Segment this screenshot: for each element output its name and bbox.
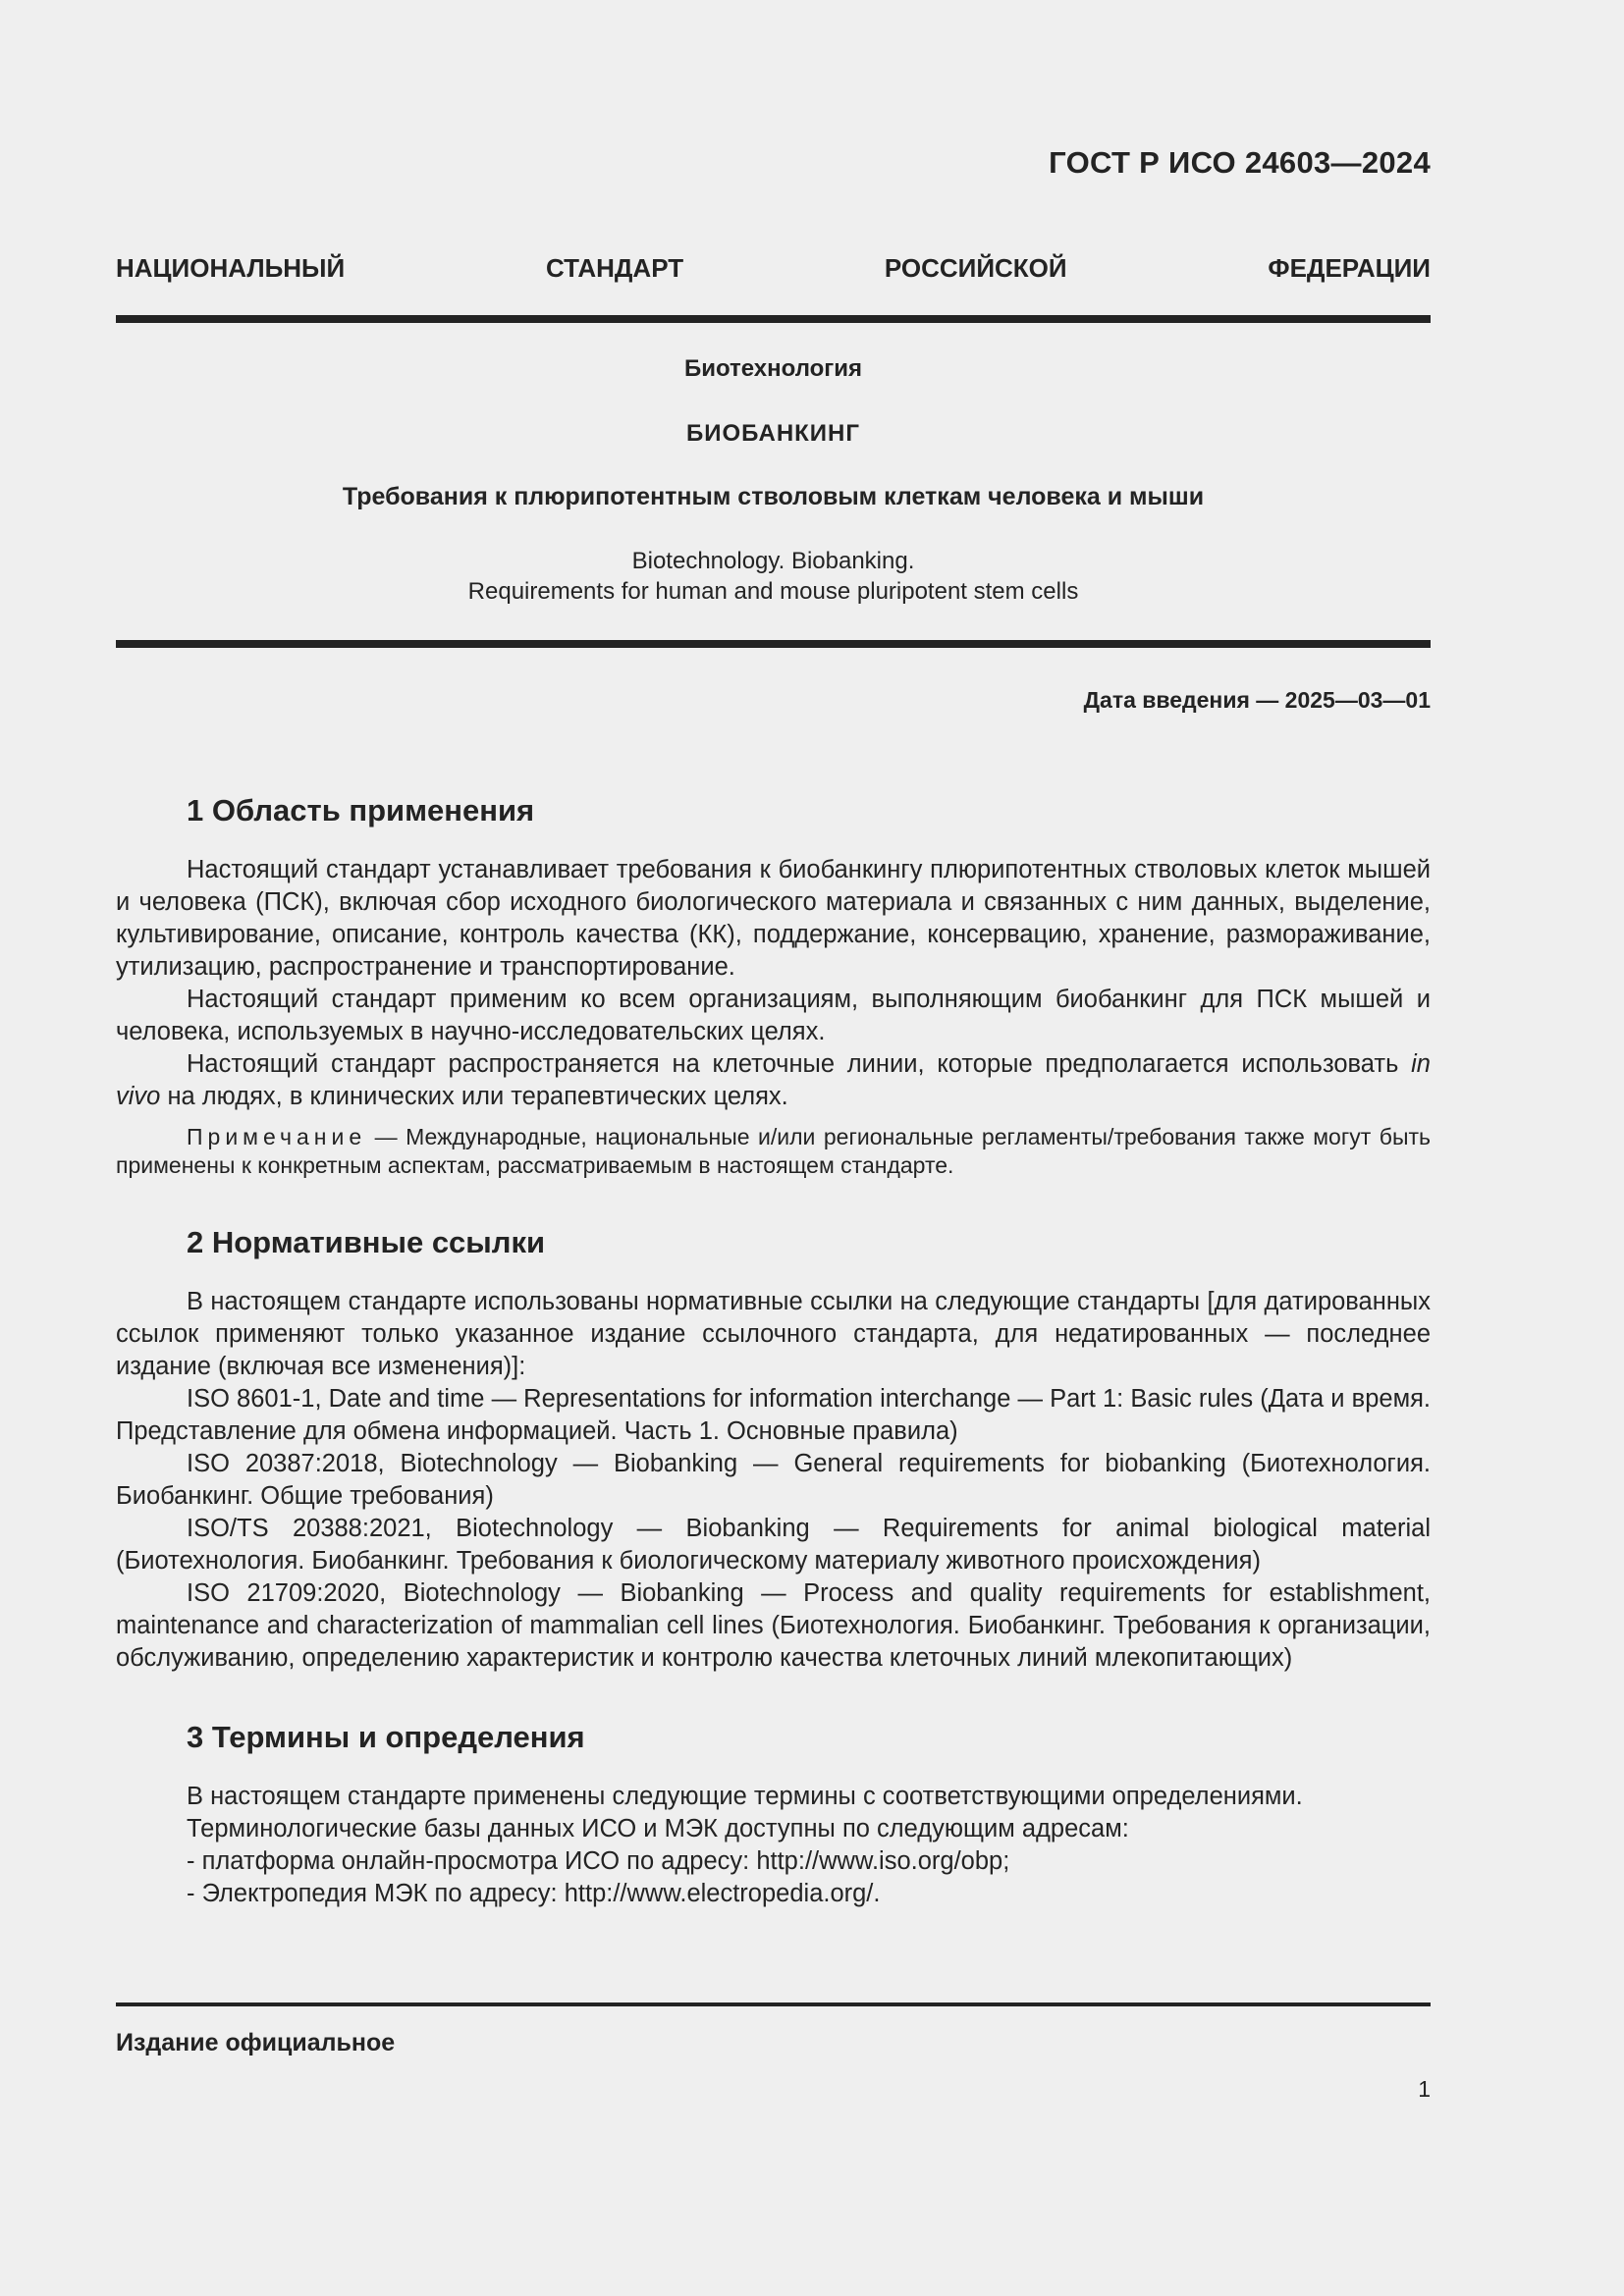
- paragraph: В настоящем стандарте использованы нормативные ссылки на следующие стандарты [для датированных ссылок применяют только указанное издание ссылочного стандарта, для недатированных — последнее издание (включая все изменения)]:: [116, 1288, 1431, 1380]
- text-run: Настоящий стандарт распространяется на клеточные линии, которые предполагается использовать: [187, 1050, 1412, 1078]
- section-heading-references: 2 Нормативные ссылки: [187, 1225, 546, 1259]
- title-subtitle: Требования к плюрипотентным стволовым клеткам человека и мыши: [342, 483, 1205, 510]
- reference-item: ISO/TS 20388:2021, Biotechnology — Biobanking — Requirements for animal biological material (Биотехнология. Биобанкинг. Требования к биологическому материалу животного происхождения): [116, 1515, 1431, 1575]
- list-item: - платформа онлайн-просмотра ИСО по адресу: http://www.iso.org/obp;: [187, 1847, 1010, 1875]
- paragraph: Терминологические базы данных ИСО и МЭК доступны по следующим адресам:: [187, 1815, 1129, 1842]
- official-edition-label: Издание официальное: [116, 2029, 396, 2056]
- section-scope: [116, 791, 1431, 1180]
- top-rule: [116, 315, 1431, 323]
- note-label: Примечание: [187, 1124, 367, 1149]
- title-english: [116, 546, 1431, 607]
- title-bottom-rule: [116, 640, 1431, 648]
- section-terms: [116, 1718, 1431, 1910]
- text-run: на людях, в клинических или терапевтических целях.: [160, 1083, 788, 1110]
- reference-item: ISO 8601-1, Date and time — Representations for information interchange — Part 1: Basic rules (Дата и время. Представление для обмена информацией. Часть 1. Основные правила): [116, 1385, 1431, 1445]
- list-item: - Электропедия МЭК по адресу: http://www.electropedia.org/.: [187, 1880, 881, 1907]
- title-field: Биотехнология: [683, 355, 863, 382]
- section-heading-terms: 3 Термины и определения: [187, 1720, 585, 1754]
- note-text: — Международные, национальные и/или региональные регламенты/требования также могут быть применены к конкретным аспектам, рассматриваемым в настоящем стандарте.: [116, 1124, 1431, 1178]
- italic-term: in vivo: [116, 1050, 1431, 1110]
- reference-item: ISO 20387:2018, Biotechnology — Biobanking — General requirements for biobanking (Биотехнология. Биобанкинг. Общие требования): [116, 1450, 1431, 1510]
- title-main: БИОБАНКИНГ: [685, 420, 860, 447]
- paragraph: Настоящий стандарт устанавливает требования к биобанкингу плюрипотентных стволовых клеток мышей и человека (ПСК), включая сбор исходного биологического материала и связанных с ним данных, выделение, культивирование, описание, контроль качества (КК), поддержание, консервацию, хранение, размораживание, утилизацию, распространение и транспортирование.: [116, 856, 1431, 981]
- national-standard-banner: НАЦИОНАЛЬНЫЙ СТАНДАРТ РОССИЙСКОЙ ФЕДЕРАЦИИ: [116, 253, 1431, 283]
- title-english-line1: Biotechnology. Biobanking.: [631, 548, 915, 574]
- paragraph: Настоящий стандарт применим ко всем организациям, выполняющим биобанкинг для ПСК мышей и человека, используемых в научно-исследовательских целях.: [116, 986, 1431, 1045]
- paragraph: В настоящем стандарте применены следующие термины с соответствующими определениями.: [187, 1783, 1303, 1810]
- document-number: ГОСТ Р ИСО 24603—2024: [1049, 145, 1431, 180]
- page-number: 1: [1418, 2076, 1431, 2102]
- section-heading-scope: 1 Область применения: [187, 793, 535, 828]
- title-english-line2: Requirements for human and mouse pluripotent stem cells: [467, 578, 1079, 605]
- note-paragraph: [116, 1123, 1431, 1180]
- footer-rule: [116, 2002, 1431, 2006]
- paragraph: [116, 1048, 1431, 1113]
- introduction-date: Дата введения — 2025—03—01: [1083, 687, 1431, 713]
- section-normative-references: [116, 1223, 1431, 1675]
- document-body: [116, 791, 1431, 1910]
- reference-item: ISO 21709:2020, Biotechnology — Biobanking — Process and quality requirements for establishment, maintenance and characterization of mammalian cell lines (Биотехнология. Биобанкинг. Требования к организации, обслуживанию, определению характеристик и контролю качества клеточных линий млекопитающих): [116, 1579, 1431, 1672]
